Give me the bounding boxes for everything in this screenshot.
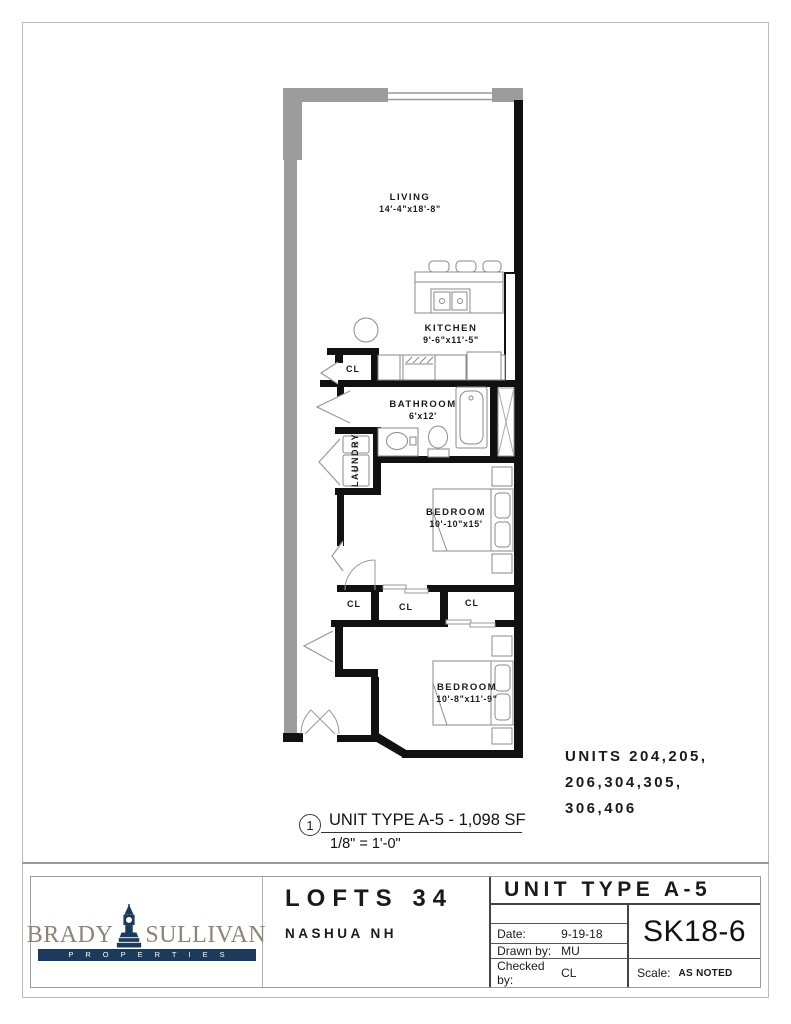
room-label-bedroom1 bbox=[386, 507, 526, 529]
logo-word-sullivan: SULLIVAN bbox=[145, 921, 267, 948]
sheet-info-grid bbox=[491, 905, 760, 987]
callout-number: 1 bbox=[299, 814, 321, 836]
date-label: Date: bbox=[497, 926, 526, 941]
scale-value: AS NOTED bbox=[678, 967, 733, 979]
sheet-number-block bbox=[629, 905, 760, 987]
units-note-line2: 206,304,305, bbox=[565, 774, 683, 791]
scale-label: Scale: bbox=[637, 966, 671, 980]
checked-by-value: CL bbox=[561, 966, 577, 980]
units-note-line3: 306,406 bbox=[565, 800, 637, 817]
room-label-bathroom bbox=[353, 399, 493, 421]
callout-underline bbox=[321, 832, 522, 833]
callout-scale: 1/8" = 1'-0" bbox=[330, 836, 401, 852]
living-name: LIVING bbox=[389, 192, 431, 203]
closet-label-1: CL bbox=[347, 599, 361, 609]
title-block bbox=[26, 876, 761, 988]
bedroom1-dims: 10'-10"x15' bbox=[429, 519, 483, 529]
brady-sullivan-logo bbox=[26, 877, 267, 987]
field-row-drawn-by bbox=[491, 944, 627, 959]
bathroom-dims: 6'x12' bbox=[409, 411, 437, 421]
field-row-checked-by bbox=[491, 959, 627, 987]
bedroom1-name: BEDROOM bbox=[425, 507, 487, 518]
bathroom-name: BATHROOM bbox=[389, 399, 457, 410]
clock-tower-icon bbox=[115, 904, 143, 948]
room-label-kitchen bbox=[381, 323, 521, 345]
living-dims: 14'-4"x18'-8" bbox=[379, 204, 441, 214]
project-name: LOFTS 34 bbox=[285, 885, 454, 912]
sheet-title: UNIT TYPE A-5 bbox=[491, 877, 760, 905]
title-block-top-rule bbox=[22, 862, 769, 864]
drawn-by-value: MU bbox=[561, 944, 580, 958]
checked-by-label: Checked by: bbox=[497, 959, 545, 987]
closet-label-2: CL bbox=[399, 602, 413, 612]
scale-row bbox=[629, 959, 760, 987]
room-label-laundry: LAUNDRY bbox=[350, 432, 360, 488]
project-location: NASHUA NH bbox=[285, 926, 397, 941]
kitchen-name: KITCHEN bbox=[424, 323, 478, 334]
closet-label-3: CL bbox=[465, 598, 479, 608]
logo-properties-banner: PROPERTIES bbox=[38, 949, 256, 961]
sheet-number: SK18-6 bbox=[629, 905, 760, 959]
logo-word-brady: BRADY bbox=[26, 921, 114, 948]
room-label-bedroom2 bbox=[397, 682, 537, 704]
drawn-by-label: Drawn by: bbox=[497, 944, 552, 958]
bedroom2-name: BEDROOM bbox=[436, 682, 498, 693]
logo-wordmark bbox=[27, 904, 266, 947]
kitchen-dims: 9'-6"x11'-5" bbox=[423, 335, 479, 345]
bedroom2-dims: 10'-8"x11'-9" bbox=[436, 694, 498, 704]
callout-title: UNIT TYPE A-5 - 1,098 SF bbox=[329, 811, 526, 829]
title-block-sheet-info bbox=[489, 877, 760, 987]
room-label-living bbox=[330, 192, 490, 214]
units-note-line1: UNITS 204,205, bbox=[565, 748, 708, 765]
sheet-fields bbox=[491, 905, 629, 987]
field-row-empty bbox=[491, 905, 627, 924]
closet-label-kitchen: CL bbox=[346, 364, 360, 374]
units-note bbox=[565, 744, 708, 822]
field-row-date bbox=[491, 924, 627, 944]
date-value: 9-19-18 bbox=[561, 926, 603, 941]
title-block-project bbox=[263, 877, 489, 987]
